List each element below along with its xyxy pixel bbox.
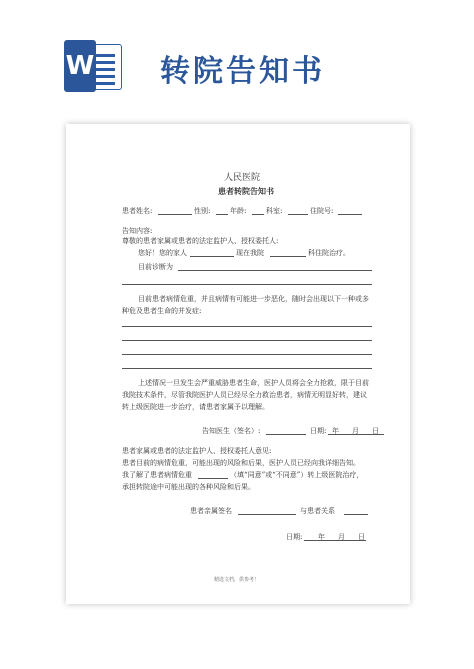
field-bed-label: 住院号: xyxy=(310,207,334,215)
diagnosis-label: 目前诊断为 xyxy=(138,263,173,271)
word-logo-icon: W xyxy=(64,40,122,92)
paragraph-1b: 现在我院 xyxy=(236,249,264,257)
page-title: 转院告知书 xyxy=(160,54,325,89)
family-sign-label: 患者亲属签名 xyxy=(190,507,232,515)
family-date-year: 年 xyxy=(318,533,325,541)
hospital-name: 人民医院 xyxy=(224,173,261,183)
field-sex-label: 性别: xyxy=(194,207,211,215)
family-date-month: 月 xyxy=(338,533,345,541)
doctor-date-month: 月 xyxy=(352,427,359,435)
page-footer: 精选文档，供参考！ xyxy=(214,577,260,583)
field-name-label: 患者姓名: xyxy=(122,207,153,215)
paragraph-3-line-2: 我院技术条件，尽管我院医护人员已经尽全力救治患者，病情无明显好转，建议 xyxy=(122,391,367,399)
doctor-date-label: 日期: xyxy=(310,427,327,435)
header-banner xyxy=(0,0,474,122)
opinion-line-3: 我了解了患者病情危重 xyxy=(122,471,192,479)
field-age-label: 年龄: xyxy=(230,207,247,215)
paragraph-3-line-1: 上述情况一旦发生会严重威胁患者生命，医护人员将会全力抢救，限于目前 xyxy=(138,379,369,387)
doctor-sign-label: 告知医生（签名）: xyxy=(202,427,261,435)
paragraph-2-line-2: 种危及患者生命的并发症: xyxy=(122,307,202,315)
paragraph-2-line-1: 目前患者病情危重，并且病情有可能进一步恶化，随时会出现以下一种或多 xyxy=(138,295,369,303)
field-dept-label: 科室: xyxy=(266,207,283,215)
opinion-line-3b: （填“同意”或“不同意”）转上级医院治疗， xyxy=(230,471,364,479)
opinion-line-2: 患者目前的病情危重，可能出现的风险和后果，医护人员已经向我详细告知。 xyxy=(122,459,360,467)
paragraph-1c: 科住院治疗。 xyxy=(308,249,350,257)
bottom-margin xyxy=(0,610,474,669)
paragraph-3-line-3: 转上级医院进一步治疗，请患者家属予以理解。 xyxy=(122,403,269,411)
family-date-day: 日 xyxy=(358,533,365,541)
relation-label: 与患者关系 xyxy=(300,507,335,515)
paragraph-1a: 您好！您的家人 xyxy=(138,249,187,257)
doctor-date-day: 日 xyxy=(372,427,379,435)
salutation: 尊敬的患者家属或患者的法定监护人、授权委托人: xyxy=(122,237,279,245)
family-date-label: 日期: xyxy=(286,533,303,541)
opinion-line-1: 患者家属或患者的法定监护人、授权委托人意见: xyxy=(122,447,272,455)
notice-label: 告知内容: xyxy=(122,227,153,235)
document-title: 患者转院告知书 xyxy=(218,186,274,196)
opinion-line-4: 承担转院途中可能出现的各种风险和后果。 xyxy=(122,483,255,491)
doctor-date-year: 年 xyxy=(332,427,339,435)
document-page xyxy=(66,124,410,604)
